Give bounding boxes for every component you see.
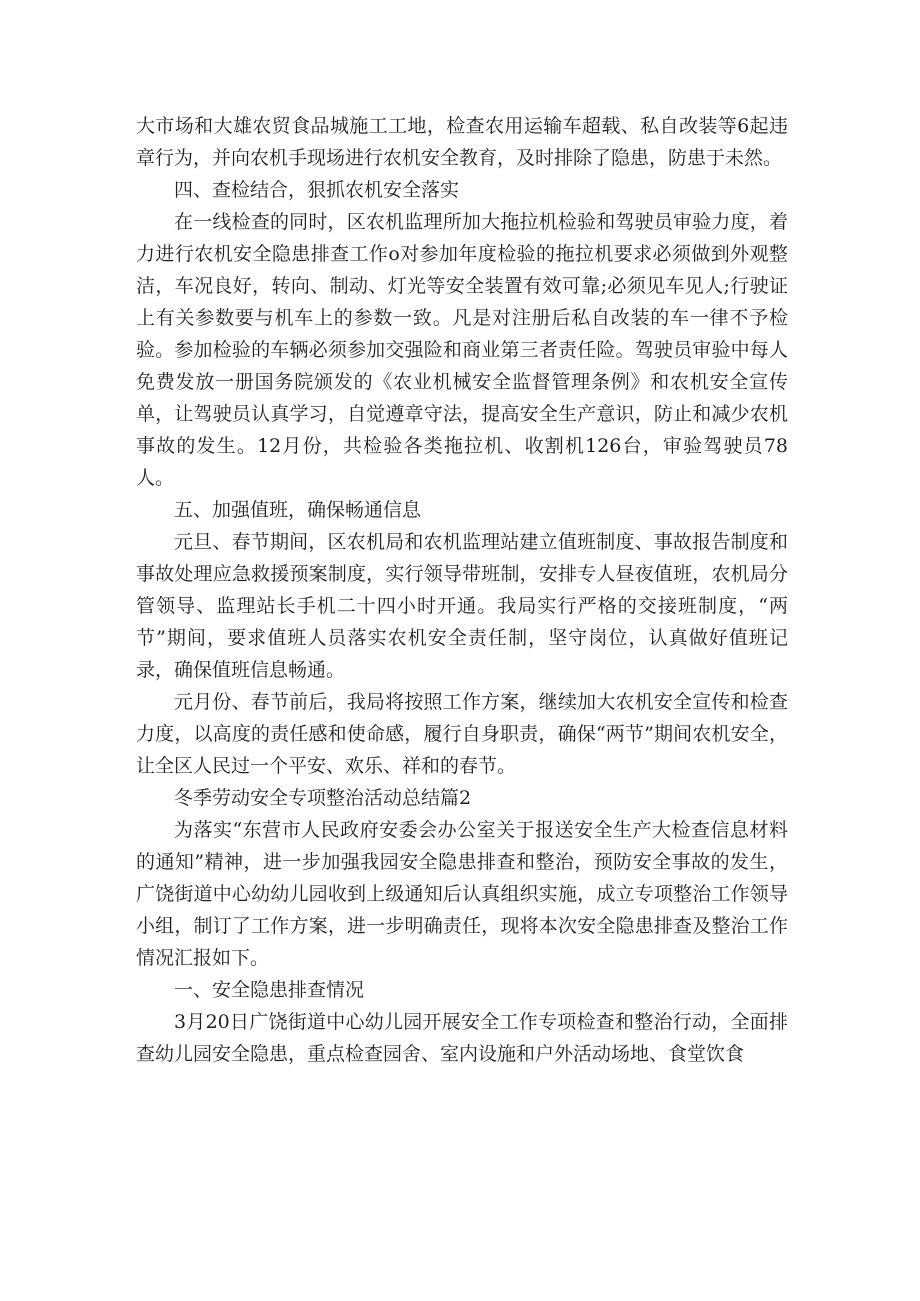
section-heading-1: 一、安全隐患排查情况: [174, 979, 365, 1001]
section-heading-5: 五、加强值班，确保畅通信息: [174, 499, 422, 521]
paragraph-continuation: 大市场和大雄农贸食品城施工工地，检查农用运输车超载、私自改装等6起违章行为，并向农机手现场进行农机安全教育，及时排除了隐患，防患于未然。: [136, 115, 788, 169]
paragraph-plan: 元月份、春节前后，我局将按照工作方案，继续加大农机安全宣传和检查力度，以高度的责任感和使命感，履行自身职责，确保“两节”期间农机安全，让全区人民过一个平安、欢乐、祥和的春节。: [136, 691, 788, 777]
article-title-2: 冬季劳动安全专项整治活动总结篇2: [174, 787, 472, 809]
paragraph-inspection: 在一线检查的同时，区农机监理所加大拖拉机检验和驾驶员审验力度，着力进行农机安全隐患排查工作o对参加年度检验的拖拉机要求必须做到外观整洁，车况良好，转向、制动、灯光等安全装置有效可靠;必须见车见人;行驶证上有关参数要与机车上的参数一致。凡是对注册后私自改装的车一律不予检验。参加检验的车辆必须参加交强险和商业第三者责任险。驾驶员审验中每人免费发放一册国务院颁发的《农业机械安全监督管理条例》和农机安全宣传单，让驾驶员认真学习，自觉遵章守法，提高安全生产意识，防止和减少农机事故的发生。12月份，共检验各类拖拉机、收割机126台，审验驾驶员78人。: [136, 211, 788, 489]
paragraph-hazard-check: 3月20日广饶街道中心幼儿园开展安全工作专项检查和整治行动，全面排查幼儿园安全隐患，重点检查园舍、室内设施和户外活动场地、食堂饮食: [136, 1011, 788, 1065]
paragraph-duty: 元旦、春节期间，区农机局和农机监理站建立值班制度、事故报告制度和事故处理应急救援预案制度，实行领导带班制，安排专人昼夜值班，农机局分管领导、监理站长手机二十四小时开通。我局实行严格的交接班制度，“两节”期间，要求值班人员落实农机安全责任制，坚守岗位，认真做好值班记录，确保值班信息畅通。: [136, 531, 788, 681]
paragraph-intro: 为落实“东营市人民政府安委会办公室关于报送安全生产大检查信息材料的通知”精神，进一步加强我园安全隐患排查和整治，预防安全事故的发生，广饶街道中心幼幼儿园收到上级通知后认真组织实施，成立专项整治工作领导小组，制订了工作方案，进一步明确责任，现将本次安全隐患排查及整治工作情况汇报如下。: [136, 819, 788, 969]
section-heading-4: 四、查检结合，狠抓农机安全落实: [174, 179, 460, 201]
